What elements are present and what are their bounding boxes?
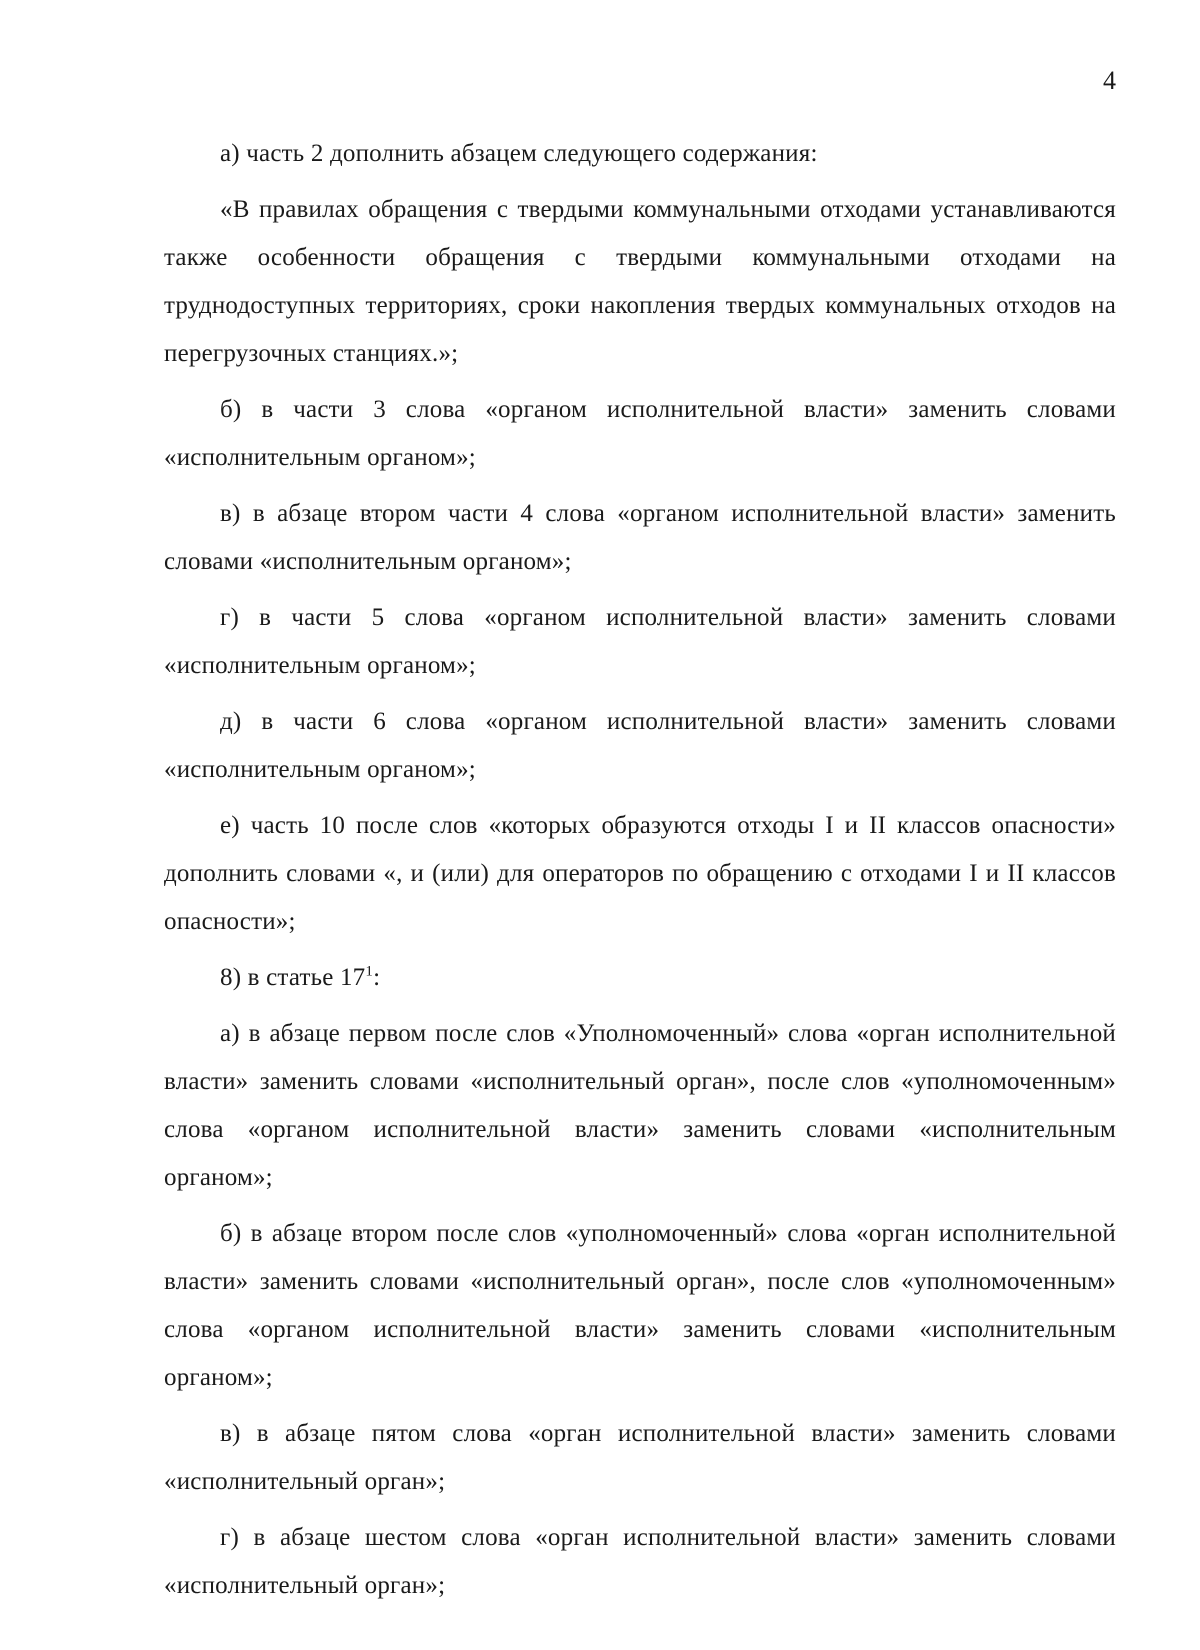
paragraph-v-part-4: в) в абзаце втором части 4 слова «органом исполнительной власти» заменить словами «исполнительным органом»; (164, 500, 1116, 575)
item-8-text: 8) в статье 17 (220, 964, 366, 991)
item-8-suffix: : (373, 964, 381, 991)
paragraph-b-part-3: б) в части 3 слова «органом исполнительной власти» заменить словами «исполнительным органом»; (164, 396, 1116, 471)
item-8-superscript: 1 (365, 963, 374, 980)
paragraph-g-sixth-abzac: г) в абзаце шестом слова «орган исполнительной власти» заменить словами «исполнительный орган»; (164, 1524, 1116, 1599)
paragraph-e-part-10: е) часть 10 после слов «которых образуются отходы I и II классов опасности» дополнить словами «, и (или) для операторов по обращению с отходами I и II классов опасности»; (164, 812, 1116, 935)
paragraph-v-fifth-abzac: в) в абзаце пятом слова «орган исполнительной власти» заменить словами «исполнительный орган»; (164, 1420, 1116, 1495)
page-number: 4 (1103, 66, 1116, 95)
paragraph-d-part-6: д) в части 6 слова «органом исполнительной власти» заменить словами «исполнительным органом»; (164, 708, 1116, 783)
paragraph-item-8 (164, 954, 1116, 1002)
document-body (164, 130, 1116, 1610)
paragraph-quoted-rules: «В правилах обращения с твердыми коммунальными отходами устанавливаются также особенности обращения с твердыми коммунальными отходами на труднодоступных территориях, сроки накопления твердых коммунальных отходов на перегрузочных станциях.»; (164, 196, 1116, 367)
paragraph-a-first-abzac: а) в абзаце первом после слов «Уполномоченный» слова «орган исполнительной власти» заменить словами «исполнительный орган», после слов «уполномоченным» слова «органом исполнительной власти» заменить словами «исполнительным органом»; (164, 1020, 1116, 1191)
paragraph-b-second-abzac: б) в абзаце втором после слов «уполномоченный» слова «орган исполнительной власти» заменить словами «исполнительный орган», после слов «уполномоченным» слова «органом исполнительной власти» заменить словами «исполнительным органом»; (164, 1220, 1116, 1391)
paragraph-a-part-2: а) часть 2 дополнить абзацем следующего содержания: (220, 140, 818, 167)
paragraph-g-part-5: г) в части 5 слова «органом исполнительной власти» заменить словами «исполнительным органом»; (164, 604, 1116, 679)
